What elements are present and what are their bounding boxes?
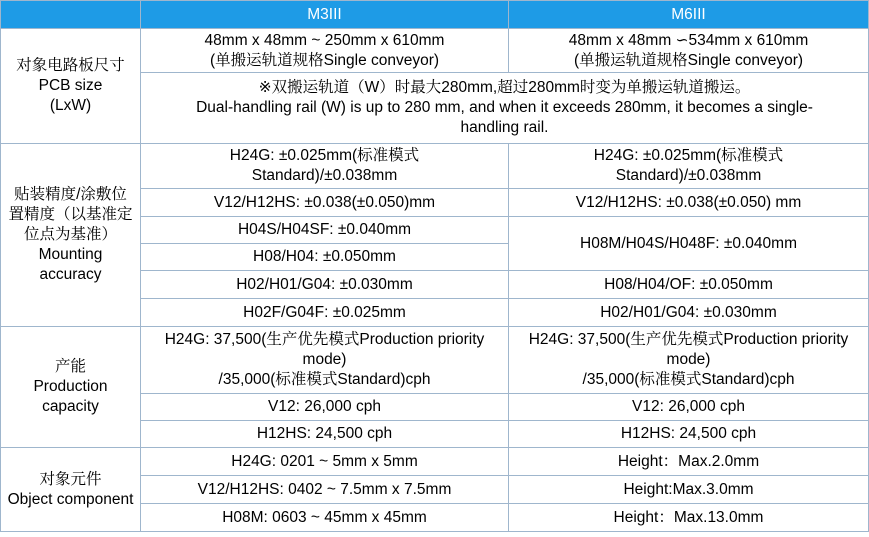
pcb-row [1,29,869,73]
accuracy-m3-h02f: H02F/G04F: ±0.025mm [141,299,509,327]
capacity-row [1,327,869,394]
accuracy-m6-h08: H08/H04/OF: ±0.050mm [509,271,869,299]
accuracy-m6-v12: V12/H12HS: ±0.038(±0.050) mm [509,189,869,217]
capacity-m3-h24g: H24G: 37,500(生产优先模式Production priority mode) /35,000(标准模式Standard)cph [141,327,509,394]
object-component-label: 对象元件 Object component [1,448,141,532]
accuracy-m3-h24g: H24G: ±0.025mm(标准模式 Standard)/±0.038mm [141,144,509,189]
accuracy-m3-h04s: H04S/H04SF: ±0.040mm [141,217,509,244]
capacity-m6-h12hs: H12HS: 24,500 cph [509,421,869,448]
capacity-m3-h12hs: H12HS: 24,500 cph [141,421,509,448]
capacity-m6-v12: V12: 26,000 cph [509,394,869,421]
pcb-note: ※双搬运轨道（W）时最大280mm,超过280mm时变为单搬运轨道搬运。 Dual-handling rail (W) is up to 280 mm, and when it exceeds 280mm, it becomes a single- handling rail. [141,73,869,144]
component-m3-h08m: H08M: 0603 ~ 45mm x 45mm [141,504,509,532]
component-m6-height-2: Height:Max.3.0mm [509,476,869,504]
mounting-accuracy-label: 贴装精度/涂敷位 置精度（以基准定 位点为基准） Mounting accuracy [1,144,141,327]
capacity-m6-h24g: H24G: 37,500(生产优先模式Production priority mode) /35,000(标准模式Standard)cph [509,327,869,394]
accuracy-m3-h02: H02/H01/G04: ±0.030mm [141,271,509,299]
header-m3iii: M3III [141,1,509,29]
component-row [1,448,869,476]
pcb-size-m3: 48mm x 48mm ~ 250mm x 610mm (单搬运轨道规格Single conveyor) [141,29,509,73]
accuracy-m3-v12: V12/H12HS: ±0.038(±0.050)mm [141,189,509,217]
header-m6iii: M6III [509,1,869,29]
accuracy-m6-h02: H02/H01/G04: ±0.030mm [509,299,869,327]
production-capacity-label: 产能 Production capacity [1,327,141,448]
header-corner [1,1,141,29]
component-m6-height-3: Height：Max.13.0mm [509,504,869,532]
capacity-m3-v12: V12: 26,000 cph [141,394,509,421]
accuracy-m3-h08: H08/H04: ±0.050mm [141,244,509,271]
component-m6-height-1: Height：Max.2.0mm [509,448,869,476]
accuracy-m6-h24g: H24G: ±0.025mm(标准模式 Standard)/±0.038mm [509,144,869,189]
accuracy-m6-h08m: H08M/H04S/H048F: ±0.040mm [509,217,869,271]
component-m3-h24g: H24G: 0201 ~ 5mm x 5mm [141,448,509,476]
pcb-size-label: 对象电路板尺寸 PCB size (LxW) [1,29,141,144]
pcb-size-m6: 48mm x 48mm ∽534mm x 610mm (单搬运轨道规格Single conveyor) [509,29,869,73]
header-row [1,1,869,29]
accuracy-row [1,144,869,189]
component-m3-v12: V12/H12HS: 0402 ~ 7.5mm x 7.5mm [141,476,509,504]
